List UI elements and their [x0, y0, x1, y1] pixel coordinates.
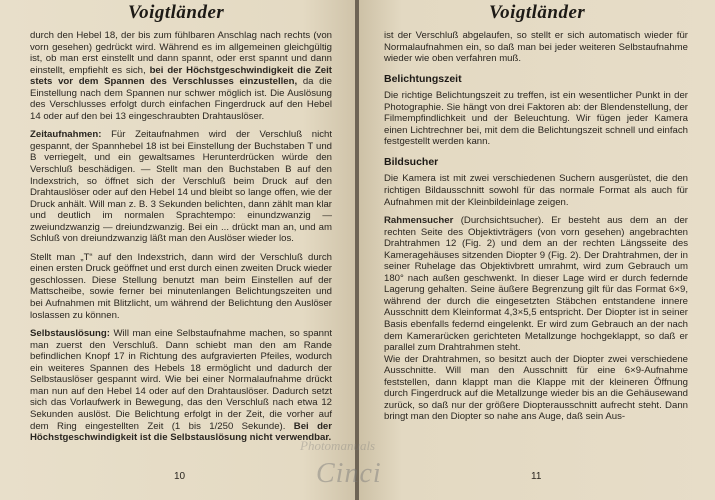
page-number-right: 11 — [531, 471, 542, 482]
right-page — [359, 0, 715, 500]
paragraph-shutter-release: durch den Hebel 18, der bis zum fühlbaren Anschlag nach rechts (von vorn gesehen) gedrückt wird. Während es im allgemeinen gleichgültig ist, ob man erst einstellt und dann spannt, oder erst spannt und dann einstellt, empfiehlt es sich, bei der Höchstgeschwindigkeit die Zeit stets vor dem Spannen des Verschlusses einzustellen, da die Einstellung nach dem Spannen nur schwer möglich ist. Die Auslösung des Verschlusses erfolgt durch einfachen Fingerdruck auf den Hebel 14 oder auf den bei 13 eingeschraubten Drahtauslöser. — [30, 30, 332, 122]
paragraph-intro: ist der Verschluß abgelaufen, so stellt er sich automatisch wieder für Normalaufnahmen ein, so daß man bei jeder weiteren Selbstaufnahme wieder wie oben verfahren muß. — [384, 30, 688, 65]
page-number-left: 10 — [174, 471, 186, 482]
right-column — [384, 30, 688, 423]
paragraph-time-exposures: Zeitaufnahmen: Für Zeitaufnahmen wird der Verschluß nicht gespannt, der Spannhebel 18 ist bei Einstellung der Buchstaben T und B verriegelt, und ein gewaltsames Herunterdrücken würde den Verschluß beschädigen. — Stellt man den Buchstaben B auf den Indexstrich, so öffnet sich der Verschluß beim Druck auf den Drahtauslöser oder auf den Hebel 14 und bleibt so lange offen, wie der Druck anhält. Will man z. B. 3 Sekunden belichten, dann zählt man klar und deutlich im normalen Sprachtempo: einundzwanzig — zweiundzwanzig — dreiundzwanzig. Bei ein ... drückt man an, und am Schluß von dreiundzwanzig läßt man den Auslöser wieder los. — [30, 129, 332, 245]
paragraph-frame-finder: Rahmensucher (Durchsichtsucher). Er besteht aus dem an der rechten Seite des Objektivträgers (von vorn gesehen) angebrachten Drahtrahmen 12 (Fig. 2) und dem an der rechten Längsseite des Kameragehäuses sitzenden Diopter 9 (Fig. 2). Der Drahtrahmen, der in seiner Ruhelage das Objektivbrett umrahmt, wird zum Gebrauch um 180° nach außen geschwenkt. In dieser Lage wird er durch federnde Lagerung gehalten. Seine äußere Begrenzung gilt für das Format 6×9, während der durch die eingesetzten Stäbchen entstandene innere Ausschnitt dem Kleinformat 4,3×5,5 entspricht. Der Diopter ist in seiner Basis ebenfalls federnd eingelenkt. Er wird zum Gebrauch an der nach dem Kamerarücken gerichteten Metallzunge hochgeklappt, so daß er parallel zum Drahtrahmen steht. — [384, 215, 688, 354]
paragraph-diopter: Wie der Drahtrahmen, so besitzt auch der Diopter zwei verschiedene Ausschnitte. Will man den Ausschnitt für eine 6×9-Aufnahme feststellen, dann klappt man die Klappe mit der kleineren Öffnung durch Fingerdruck auf die Metallzunge wieder bis an die Gehäusewand zurück, so daß nur der größere Diopterausschnitt aufrecht steht. Dann bringt man den Diopter so nahe ans Auge, daß sein Aus- — [384, 353, 688, 423]
heading-viewfinder: Bildsucher — [384, 155, 439, 168]
paragraph-self-timer: Selbstauslösung: Will man eine Selbstaufnahme machen, so spannt man zuerst den Verschluß. Dann schiebt man den am Rande befindlichen Knopf 17 in Richtung des aufgravierten Pfeiles, wodurch ein weiteres Spannen des Hebels 18 ermöglicht und dadurch der Selbstauslöser gespannt wird. Wie bei einer Normalaufnahme drückt man nun auf den Hebel 14 oder auf den Drahtauslöser. Dadurch setzt sich das Vorlaufwerk in Bewegung, das den Verschluß nach etwa 12 Sekunden auslöst. Die Belichtung erfolgt in der Zeit, die vorher auf dem Ring eingestellten Zeit (1 bis 1/250 Sekunde). Bei der Höchstgeschwindigkeit ist die Selbstauslösung nicht verwendbar. — [30, 328, 332, 444]
watermark-logo: Cinci — [316, 458, 382, 489]
left-page — [0, 0, 356, 500]
heading-exposure-time: Belichtungszeit — [384, 72, 462, 85]
paragraph-viewfinder: Die Kamera ist mit zwei verschiedenen Suchern ausgerüstet, die den richtigen Bildausschnitt sowohl für das normale Format als auch für Aufnahmen mit der Kleinbildeinlage zeigen. — [384, 173, 688, 208]
left-column — [30, 30, 332, 444]
brand-logo-right: Voigtländer — [489, 2, 586, 23]
watermark-small: Photomanuals — [300, 438, 376, 453]
paragraph-exposure-time: Die richtige Belichtungszeit zu treffen, ist ein wesentlicher Punkt in der Photographie. Sie hängt von drei Faktoren ab: der Blendenstellung, der Filmempfindlichkeit und der Beleuchtung. Wir fügen jeder Kamera einen Lichtrechner bei, mit dem die Belichtungszeit schnell und einfach festgestellt werden kann. — [384, 90, 688, 148]
paragraph-t-setting: Stellt man „T“ auf den Indexstrich, dann wird der Verschluß durch einen ersten Druck geöffnet und erst durch einen zweiten Druck wieder geschlossen. Diese Stellung benutzt man beim Einstellen auf der Mattscheibe, sowie ferner bei minutenlangen Belichtungszeiten und bei Aufnahmen mit Blitzlicht, um während der Belichtung den Auslöser loslassen zu können. — [30, 251, 332, 321]
brand-logo: Voigtländer — [128, 2, 225, 23]
